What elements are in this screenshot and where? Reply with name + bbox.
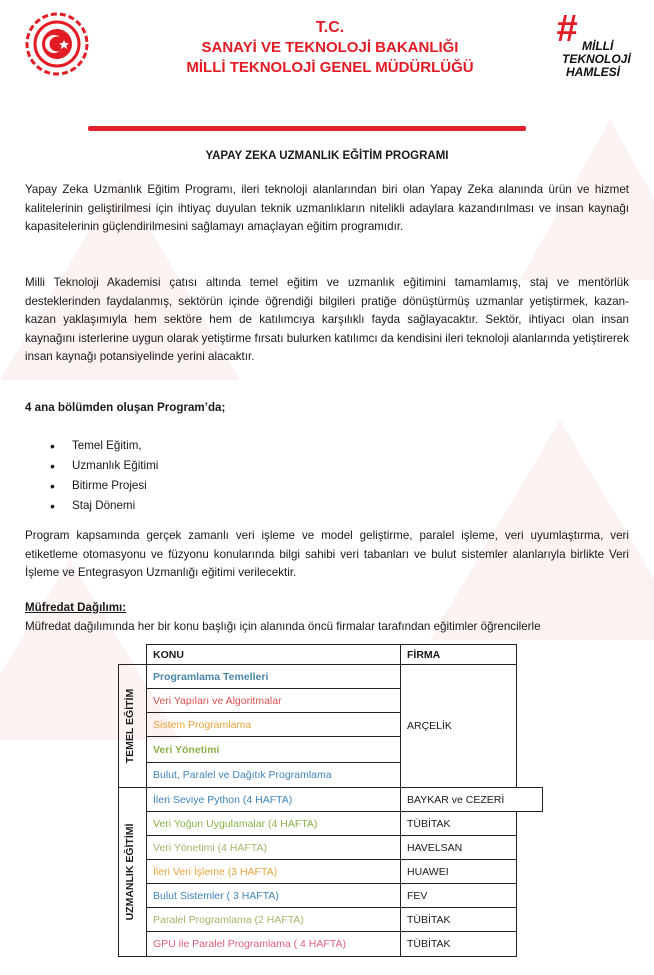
letterhead <box>0 0 654 140</box>
firma-cell-temel: ARÇELİK <box>400 664 517 788</box>
group-label-uzmanlik-egitimi: UZMANLIK EĞİTİMİ <box>124 823 136 921</box>
header-directorate-name: MİLLİ TEKNOLOJİ GENEL MÜDÜRLÜĞÜ <box>186 59 474 76</box>
logo-word-milli: MİLLİ <box>582 39 614 53</box>
column-header-konu: KONU <box>146 644 401 665</box>
table-row: Veri Yoğun Uygulamalar (4 HAFTA) <box>146 811 401 836</box>
milli-teknoloji-hamlesi-logo <box>556 10 640 90</box>
table-row: GPU ile Paralel Programlama ( 4 HAFTA) <box>146 931 401 957</box>
header-ministry-name: SANAYİ VE TEKNOLOJİ BAKANLIĞI <box>201 39 459 56</box>
table-row: İleri Veri İşleme (3 HAFTA) <box>146 859 401 884</box>
table-row: Veri Yönetimi (4 HAFTA) <box>146 835 401 860</box>
table-row: Veri Yapıları ve Algoritmalar <box>146 688 401 713</box>
ministry-emblem-icon <box>22 6 92 82</box>
firma-cell: HAVELSAN <box>400 835 517 860</box>
program-sections-heading: 4 ana bölümden oluşan Program’da; <box>25 401 226 414</box>
list-item: • Staj Dönemi <box>50 496 158 516</box>
firma-cell: TÜBİTAK <box>400 931 517 957</box>
table-row: Veri Yönetimi <box>146 736 401 763</box>
program-sections-list <box>50 436 158 516</box>
header-divider <box>88 126 526 131</box>
logo-word-hamlesi: HAMLESİ <box>566 65 620 79</box>
intro-paragraph: Yapay Zeka Uzmanlık Eğitim Programı, ileri teknoloji alanlarından biri olan Yapay Zeka alanında ürün ve hizmet kalitelerinin geliştirilmesi için ihtiyaç duyulan teknik uzmanlıkların nitelikli adaylara kazandırılması ve insan kaynağı kapasitelerinin güçlendirilmesini sağlamayı amaçlayan eğitim programıdır. <box>25 183 629 233</box>
table-row: Bulut Sistemler ( 3 HAFTA) <box>146 883 401 908</box>
logo-word-teknoloji: TEKNOLOJİ <box>562 52 631 66</box>
list-item: • Temel Eğitim, <box>50 436 158 456</box>
table-row: Bulut, Paralel ve Dağıtık Programlama <box>146 762 401 788</box>
table-row: Programlama Temelleri <box>146 664 401 689</box>
scope-paragraph: Program kapsamında gerçek zamanlı veri işleme ve model geliştirme, paralel işleme, veri uyumlaştırma, veri etiketleme otomasyonu ve füzyonu konularında bilgi sahibi veri tabanları ve bulut sistemler alanlarıyla birlikte Veri İşleme ve Entegrasyon Uzmanlığı eğitimi verilecektir. <box>25 529 629 579</box>
header-line-tc: T.C. <box>315 19 345 36</box>
curriculum-text: Müfredat dağılımında her bir konu başlığı için alanında öncü firmalar tarafından eğitimler öğrencilerle <box>25 620 541 633</box>
firma-cell: FEV <box>400 883 517 908</box>
firma-cell: HUAWEI <box>400 859 517 884</box>
curriculum-heading: Müfredat Dağılımı: <box>25 601 127 614</box>
firma-cell: TÜBİTAK <box>400 811 517 836</box>
group-label-temel-egitim: TEMEL EĞİTİM <box>124 688 136 764</box>
table-row: Sistem Programlama <box>146 712 401 737</box>
table-row: İleri Seviye Python (4 HAFTA) <box>146 787 401 812</box>
firma-cell: BAYKAR ve CEZERİ <box>400 787 543 812</box>
curriculum-table <box>118 640 538 960</box>
table-row: Paralel Programlama (2 HAFTA) <box>146 907 401 932</box>
document-title: YAPAY ZEKA UZMANLIK EĞİTİM PROGRAMI <box>205 150 449 162</box>
column-header-firma: FİRMA <box>400 644 517 665</box>
list-item: • Uzmanlık Eğitimi <box>50 456 158 476</box>
hash-symbol: # <box>556 8 578 50</box>
list-item: • Bitirme Projesi <box>50 476 158 496</box>
firma-cell: TÜBİTAK <box>400 907 517 932</box>
academy-paragraph: Milli Teknoloji Akademisi çatısı altında temel eğitim ve uzmanlık eğitimini tamamlamış, staj ve mentörlük desteklerinden faydalanmış, sektörün içinde öğrendiği bilgileri pratiğe dönüştürmüş uzmanlar yetiştirmek, kazan-kazan yaklaşımıyla hem sektöre hem de katılımcıya karşılıklı fayda sağlayacaktır. Sektör, ihtiyacı olan insan kaynağını isterlerine uygun olarak yetiştirme fırsatı bulurken katılımcı da kendisini ileri teknoloji alanlarında yetiştirerek insan kaynağı potansiyelinde yerini alacaktır. <box>25 276 629 363</box>
